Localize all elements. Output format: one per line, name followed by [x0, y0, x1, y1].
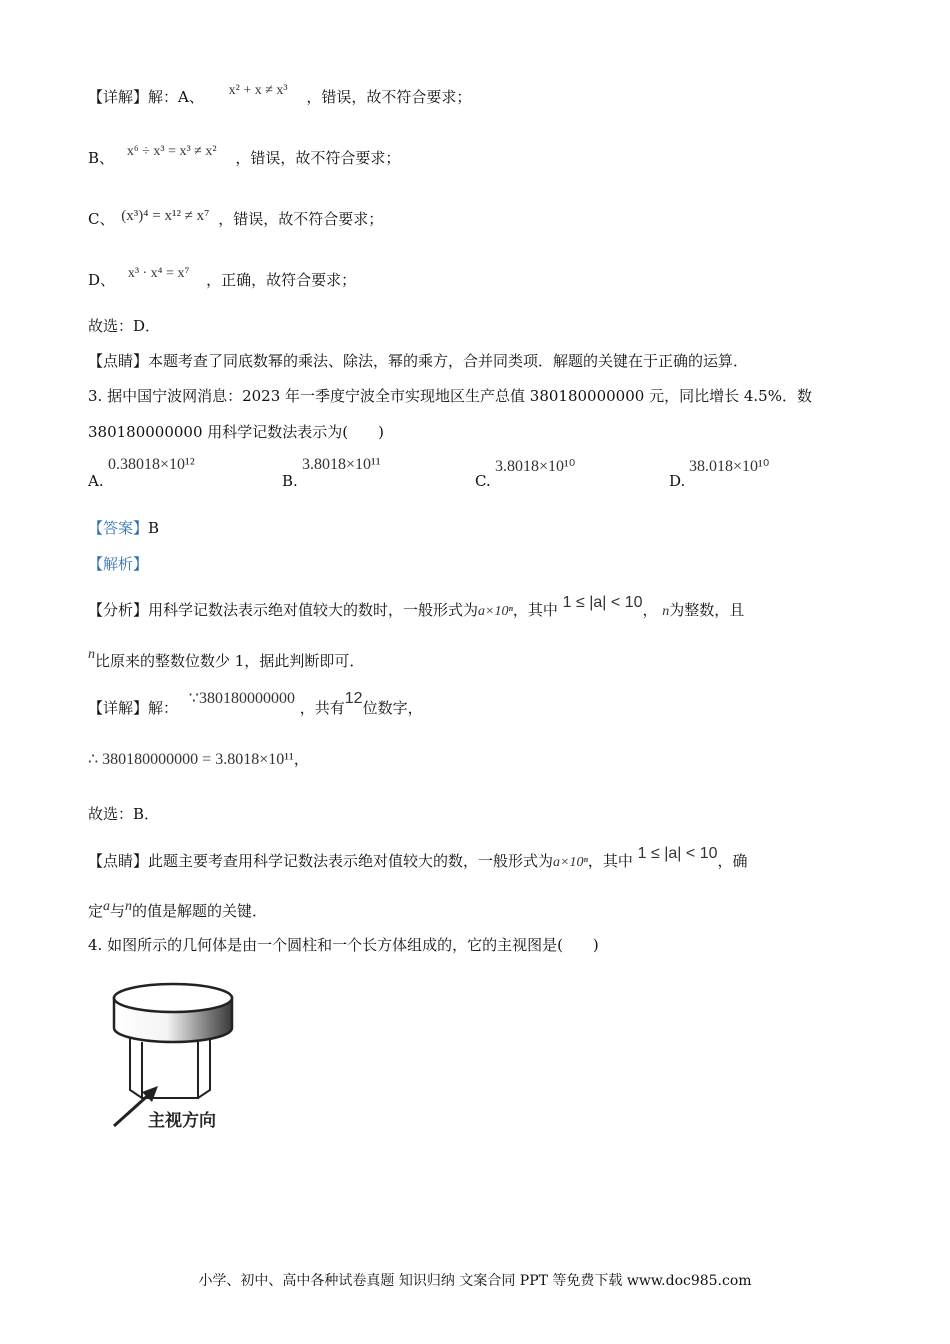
q3-stem-line2: 380180000000 用科学记数法表示为( ): [88, 423, 384, 441]
option-b: B. 3.8018×10¹¹: [282, 456, 381, 490]
q2-detail-b: B、 x⁶ ÷ x³ = x³ ≠ x² ，错误，故不符合要求；: [88, 144, 401, 167]
option-b-value: 3.8018×10¹¹: [302, 456, 381, 473]
q2-choose: 故选：D．: [88, 317, 161, 335]
option-a-value: 0.38018×10¹²: [108, 456, 195, 473]
q3-answer: 【答案】B: [88, 519, 160, 537]
math-d: x³ · x⁴ = x⁷: [127, 266, 190, 281]
option-c-value: 3.8018×10¹⁰: [495, 458, 576, 475]
option-a: A. 0.38018×10¹²: [88, 456, 195, 490]
option-d-value: 38.018×10¹⁰: [689, 458, 770, 475]
q2-comment: 【点睛】本题考查了同底数幂的乘法、除法，幂的乘方，合并同类项．解题的关键在于正确的运算．: [88, 352, 749, 370]
q4-figure: [100, 972, 260, 1142]
figure-caption: 主视方向: [148, 1111, 216, 1131]
q3-comment-line2: 定a与n的值是解题的关键．: [88, 899, 268, 920]
q2-detail-a: 【详解】解：A、 x² + x ≠ x³ ，错误，故不符合要求；: [88, 83, 472, 106]
q3-stem-line1: 3. 据中国宁波网消息：2023 年一季度宁波全市实现地区生产总值 380180000000 元，同比增长 4.5%．数: [88, 387, 812, 405]
q3-choose: 故选：B．: [88, 805, 160, 823]
page-footer: 小学、初中、高中各种试卷真题 知识归纳 文案合同 PPT 等免费下载 www.doc985.com: [198, 1273, 752, 1289]
math-b: x⁶ ÷ x³ = x³ ≠ x²: [126, 144, 217, 159]
math-a: x² + x ≠ x³: [228, 83, 288, 98]
option-c: C. 3.8018×10¹⁰: [475, 458, 576, 490]
q3-comment-line1: 【点睛】此题主要考查用科学记数法表示绝对值较大的数，一般形式为a×10ⁿ，其中 1 ≤ |a| < 10，确: [88, 845, 748, 870]
q2-detail-c: C、 (x³)⁴ = x¹² ≠ x⁷ ，错误，故不符合要求；: [88, 208, 384, 228]
q2-detail-d: D、 x³ · x⁴ = x⁷ ，正确，故符合要求；: [88, 266, 357, 289]
math-c: (x³)⁴ = x¹² ≠ x⁷: [121, 208, 210, 224]
option-d: D. 38.018×10¹⁰: [669, 458, 770, 490]
q3-detail: 【详解】解： ∵380180000000 ，共有12位数字，: [88, 690, 423, 717]
q3-fenxi-line2: n比原来的整数位数少 1，据此判断即可．: [88, 647, 365, 670]
q3-analysis-label: 【解析】: [88, 555, 149, 573]
q4-stem: 4. 如图所示的几何体是由一个圆柱和一个长方体组成的，它的主视图是( ): [88, 936, 599, 954]
q3-therefore: ∴ 380180000000 = 3.8018×10¹¹，: [88, 750, 309, 768]
q3-fenxi-line1: 【分析】用科学记数法表示绝对值较大的数时，一般形式为a×10ⁿ，其中 1 ≤ |a| < 10， n为整数，且: [88, 594, 745, 619]
